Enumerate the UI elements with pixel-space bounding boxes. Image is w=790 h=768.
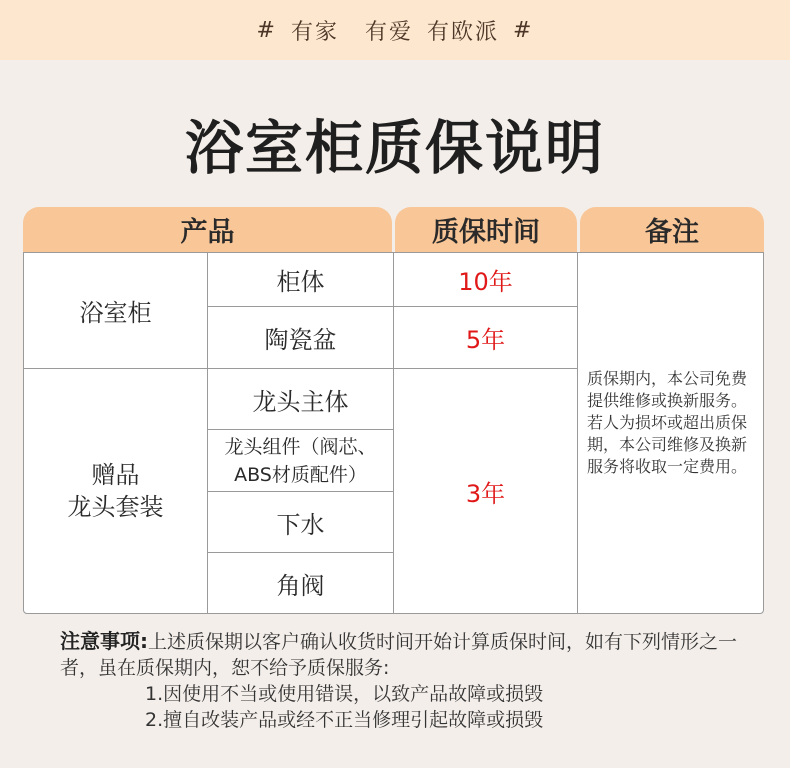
item-angle-valve: 角阀 (276, 571, 325, 600)
top-banner (0, 0, 790, 60)
notice-label: 注意事项: (60, 629, 148, 653)
period-faucet-set: 3年 (465, 479, 506, 508)
item-faucet-components-line1: 龙头组件（阀芯、 (224, 435, 377, 458)
banner-text-2: 有爱 (364, 19, 413, 45)
item-cabinet-body: 柜体 (276, 268, 325, 296)
notice-item-2: 2.擅自改装产品或经不正当修理引起故障或损毁 (145, 709, 544, 731)
banner-text-3: 有欧派 (427, 19, 500, 45)
group-gift-line1: 赠品 (91, 461, 140, 489)
notice-paragraph (60, 628, 760, 681)
notice-section (60, 628, 760, 733)
banner-hash-right: # (513, 17, 534, 43)
group-gift-faucet-set (24, 369, 207, 613)
notice-text: 上述质保期以客户确认收货时间开始计算质保时间，如有下列情形之一者，虽在质保期内，恕不给予质保服务: (60, 631, 738, 679)
period-cabinet-body: 10年 (458, 268, 513, 296)
group-gift-line2: 龙头套装 (67, 493, 164, 521)
item-faucet-body: 龙头主体 (252, 387, 349, 416)
page-title: 浴室柜质保说明 (184, 114, 605, 182)
item-faucet-components-line2: ABS材质配件） (234, 463, 367, 486)
header-warranty: 质保时间 (395, 207, 577, 252)
notice-item-1: 1.因使用不当或使用错误，以致产品故障或损毁 (145, 683, 544, 705)
item-ceramic-basin: 陶瓷盆 (264, 326, 337, 354)
banner-text-1: 有家 (290, 19, 339, 45)
header-remark: 备注 (580, 207, 764, 252)
group-bathroom-cabinet: 浴室柜 (79, 299, 152, 327)
period-ceramic-basin: 5年 (465, 326, 506, 354)
remark-text: 质保期内，本公司免费提供维修或换新服务。若人为损坏或超出质保期，本公司维修及换新服务将收取一定费用。 (587, 369, 748, 476)
item-drain: 下水 (276, 510, 325, 539)
header-product: 产品 (23, 207, 392, 252)
item-faucet-components (208, 430, 393, 491)
banner-hash-left: # (256, 17, 277, 43)
